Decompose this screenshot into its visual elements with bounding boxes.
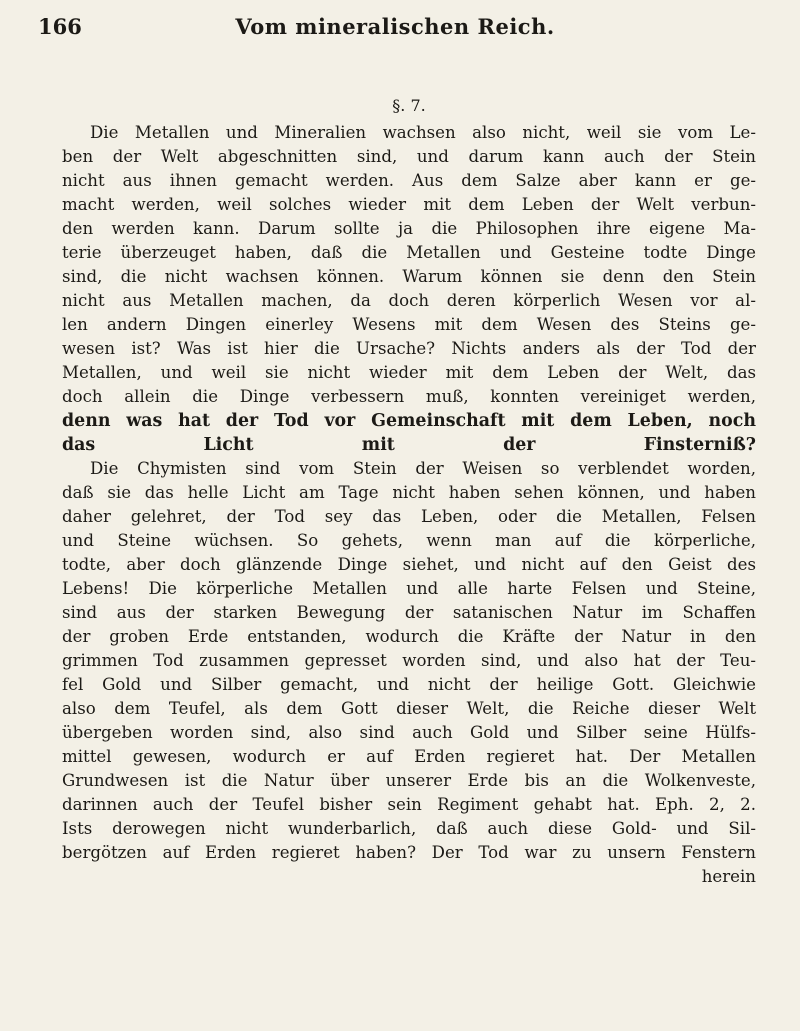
text-line: der groben Erde entstanden, wodurch die Kräfte der Natur in den — [62, 627, 756, 646]
text-line: daß sie das helle Licht am Tage nicht haben sehen können, und haben — [62, 483, 756, 502]
text-line: bergötzen auf Erden regieret haben? Der Tod war zu unsern Fenstern — [62, 843, 756, 862]
text-line: terie überzeuget haben, daß die Metallen und Gesteine todte Dinge — [62, 243, 756, 262]
text-line: und Steine wüchsen. So gehets, wenn man auf die körperliche, — [62, 531, 756, 550]
text-line: nicht aus ihnen gemacht werden. Aus dem Salze aber kann er ge- — [62, 171, 756, 190]
section-heading: §. 7. — [392, 96, 426, 115]
text-line: Ists derowegen nicht wunderbarlich, daß auch diese Gold- und Sil- — [62, 819, 756, 838]
text-line: darinnen auch der Teufel bisher sein Regiment gehabt hat. Eph. 2, 2. — [62, 795, 756, 814]
text-line: denn was hat der Tod vor Gemeinschaft mit dem Leben, noch — [62, 411, 756, 431]
text-line: sind, die nicht wachsen können. Warum können sie denn den Stein — [62, 267, 756, 286]
text-line: übergeben worden sind, also sind auch Gold und Silber seine Hülfs- — [62, 723, 756, 742]
text-line: also dem Teufel, als dem Gott dieser Welt, die Reiche dieser Welt — [62, 699, 756, 718]
page-header — [30, 10, 760, 50]
text-line: doch allein die Dinge verbessern muß, konnten vereiniget werden, — [62, 387, 756, 406]
text-line: Grundwesen ist die Natur über unserer Erde bis an die Wolkenveste, — [62, 771, 756, 790]
text-line: len andern Dingen einerley Wesens mit dem Wesen des Steins ge- — [62, 315, 756, 334]
running-head: Vom mineralischen Reich. — [235, 14, 555, 39]
page-body — [62, 96, 756, 889]
text-line: Die Chymisten sind vom Stein der Weisen so verblendet worden, — [90, 459, 756, 478]
text-line: wesen ist? Was ist hier die Ursache? Nichts anders als der Tod der — [62, 339, 756, 358]
text-line: den werden kann. Darum sollte ja die Philosophen ihre eigene Ma- — [62, 219, 756, 238]
text-line: daher gelehret, der Tod sey das Leben, oder die Metallen, Felsen — [62, 507, 756, 526]
text-line: Lebens! Die körperliche Metallen und alle harte Felsen und Steine, — [62, 579, 756, 598]
text-line: das Licht mit der Finsterniß? — [62, 435, 756, 455]
text-line: fel Gold und Silber gemacht, und nicht der heilige Gott. Gleichwie — [62, 675, 756, 694]
text-line: macht werden, weil solches wieder mit dem Leben der Welt verbun- — [62, 195, 756, 214]
text-line: ben der Welt abgeschnitten sind, und darum kann auch der Stein — [62, 147, 756, 166]
text-line: Die Metallen und Mineralien wachsen also nicht, weil sie vom Le- — [90, 123, 756, 142]
text-line: Metallen, und weil sie nicht wieder mit dem Leben der Welt, das — [62, 363, 756, 382]
text-line: todte, aber doch glänzende Dinge siehet, und nicht auf den Geist des — [62, 555, 756, 574]
text-line: mittel gewesen, wodurch er auf Erden regieret hat. Der Metallen — [62, 747, 756, 766]
text-line: nicht aus Metallen machen, da doch deren körperlich Wesen vor al- — [62, 291, 756, 310]
page-number: 166 — [38, 14, 82, 39]
text-line: herein — [701, 867, 756, 886]
text-line: sind aus der starken Bewegung der satanischen Natur im Schaffen — [62, 603, 756, 622]
text-block — [62, 121, 756, 889]
text-line: grimmen Tod zusammen gepresset worden sind, und also hat der Teu- — [62, 651, 756, 670]
